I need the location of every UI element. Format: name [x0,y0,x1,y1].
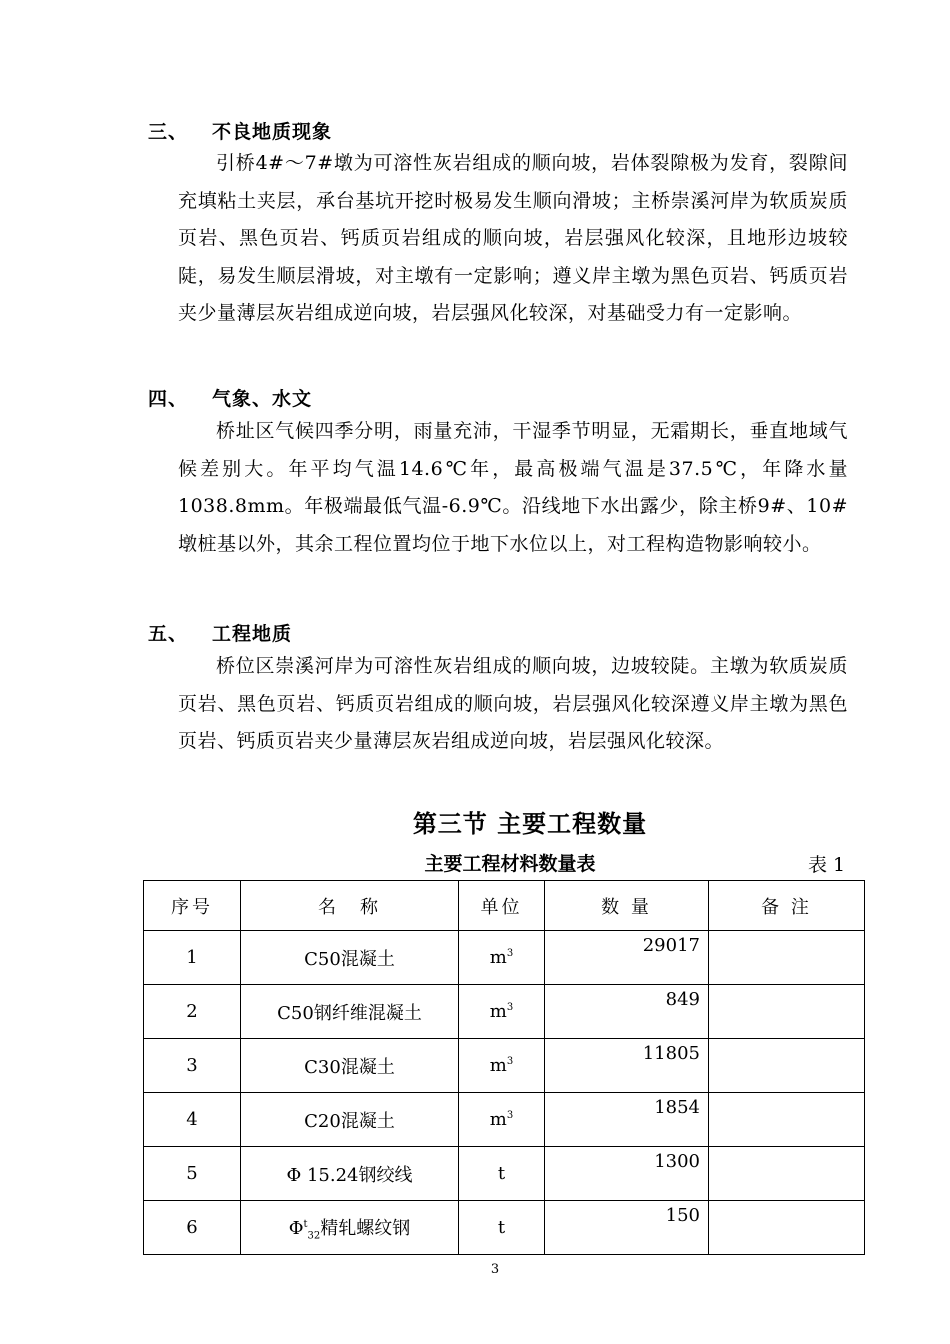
cell-unit [459,931,545,985]
unit-superscript: 3 [506,948,514,959]
unit-text: m [489,1055,507,1076]
materials-table [143,880,865,1255]
section-heading-3 [148,117,332,144]
section-heading-4 [148,384,312,411]
unit-superscript: 3 [506,1002,514,1013]
cell-unit [459,1093,545,1147]
unit-text: m [489,1001,507,1022]
cell-no: 2 [144,985,241,1039]
section-number: 四、 [148,388,189,410]
section-paragraph-4: 桥址区气候四季分明，雨量充沛，干湿季节明显，无霜期长，垂直地域气候差别大。年平均气温14.6℃年，最高极端气温是37.5℃，年降水量1038.8mm。年极端最低气温-6.9℃。沿线地下水出露少，除主桥9#、10#墩桩基以外，其余工程位置均位于地下水位以上，对工程构造物影响较小。 [178,420,848,555]
cell-no: 3 [144,1039,241,1093]
header-name: 名 称 [241,881,459,931]
section-number: 五、 [148,623,189,645]
unit-text: m [489,1109,507,1130]
section-title: 工程地质 [212,623,293,645]
cell-note [709,1039,865,1093]
cell-qty: 849 [545,985,709,1039]
cell-qty: 29017 [545,931,709,985]
table-header-row [144,881,865,931]
unit-text: t [497,1217,506,1238]
cell-name: Φ 15.24钢绞线 [241,1147,459,1201]
name-superscript: t [303,1218,308,1230]
table-row [144,1147,865,1201]
cell-name: C30混凝土 [241,1039,459,1093]
cell-qty: 11805 [545,1039,709,1093]
name-subscript: 32 [307,1230,321,1242]
unit-text: t [497,1163,506,1184]
cell-no: 1 [144,931,241,985]
cell-no: 5 [144,1147,241,1201]
table-row [144,1039,865,1093]
table-row [144,1201,865,1255]
name-text: 精轧螺纹钢 [320,1217,411,1239]
unit-text: m [489,947,507,968]
unit-superscript: 3 [506,1056,514,1067]
chapter-section-title: 第三节 主要工程数量 [412,810,648,838]
cell-qty: 1300 [545,1147,709,1201]
table-row [144,985,865,1039]
header-note: 备 注 [709,881,865,931]
cell-unit [459,1039,545,1093]
cell-name: C20混凝土 [241,1093,459,1147]
cell-name: C50混凝土 [241,931,459,985]
section-number: 三、 [148,121,189,143]
section-paragraph-5: 桥位区崇溪河岸为可溶性灰岩组成的顺向坡，边坡较陡。主墩为软质炭质页岩、黑色页岩、钙质页岩组成的顺向坡，岩层强风化较深遵义岸主墩为黑色页岩、钙质页岩夹少量薄层灰岩组成逆向坡，岩层强风化较深。 [178,655,848,753]
section-title: 不良地质现象 [212,121,333,143]
cell-name: C50钢纤维混凝土 [241,985,459,1039]
cell-note [709,931,865,985]
page-number: 3 [490,1262,500,1277]
cell-note [709,1201,865,1255]
cell-note [709,1093,865,1147]
cell-note [709,985,865,1039]
cell-unit [459,985,545,1039]
table-row [144,1093,865,1147]
table-row [144,931,865,985]
cell-name [241,1201,459,1255]
cell-unit [459,1147,545,1201]
section-heading-5 [148,619,292,646]
header-no: 序号 [144,881,241,931]
section-title: 气象、水文 [212,388,313,410]
header-unit: 单位 [459,881,545,931]
table-title: 主要工程材料数量表 [424,853,596,875]
cell-no: 4 [144,1093,241,1147]
name-symbol: Φ [288,1217,304,1239]
header-qty: 数 量 [545,881,709,931]
unit-superscript: 3 [506,1110,514,1121]
section-paragraph-3: 引桥4#～7#墩为可溶性灰岩组成的顺向坡，岩体裂隙极为发育，裂隙间充填粘土夹层，承台基坑开挖时极易发生顺向滑坡；主桥崇溪河岸为软质炭质页岩、黑色页岩、钙质页岩组成的顺向坡，岩层强风化较深，且地形边坡较陡，易发生顺层滑坡，对主墩有一定影响；遵义岸主墩为黑色页岩、钙质页岩夹少量薄层灰岩组成逆向坡，岩层强风化较深，对基础受力有一定影响。 [178,152,848,325]
cell-unit [459,1201,545,1255]
cell-qty: 150 [545,1201,709,1255]
cell-no: 6 [144,1201,241,1255]
table-label: 表 1 [808,854,846,876]
cell-note [709,1147,865,1201]
cell-qty: 1854 [545,1093,709,1147]
